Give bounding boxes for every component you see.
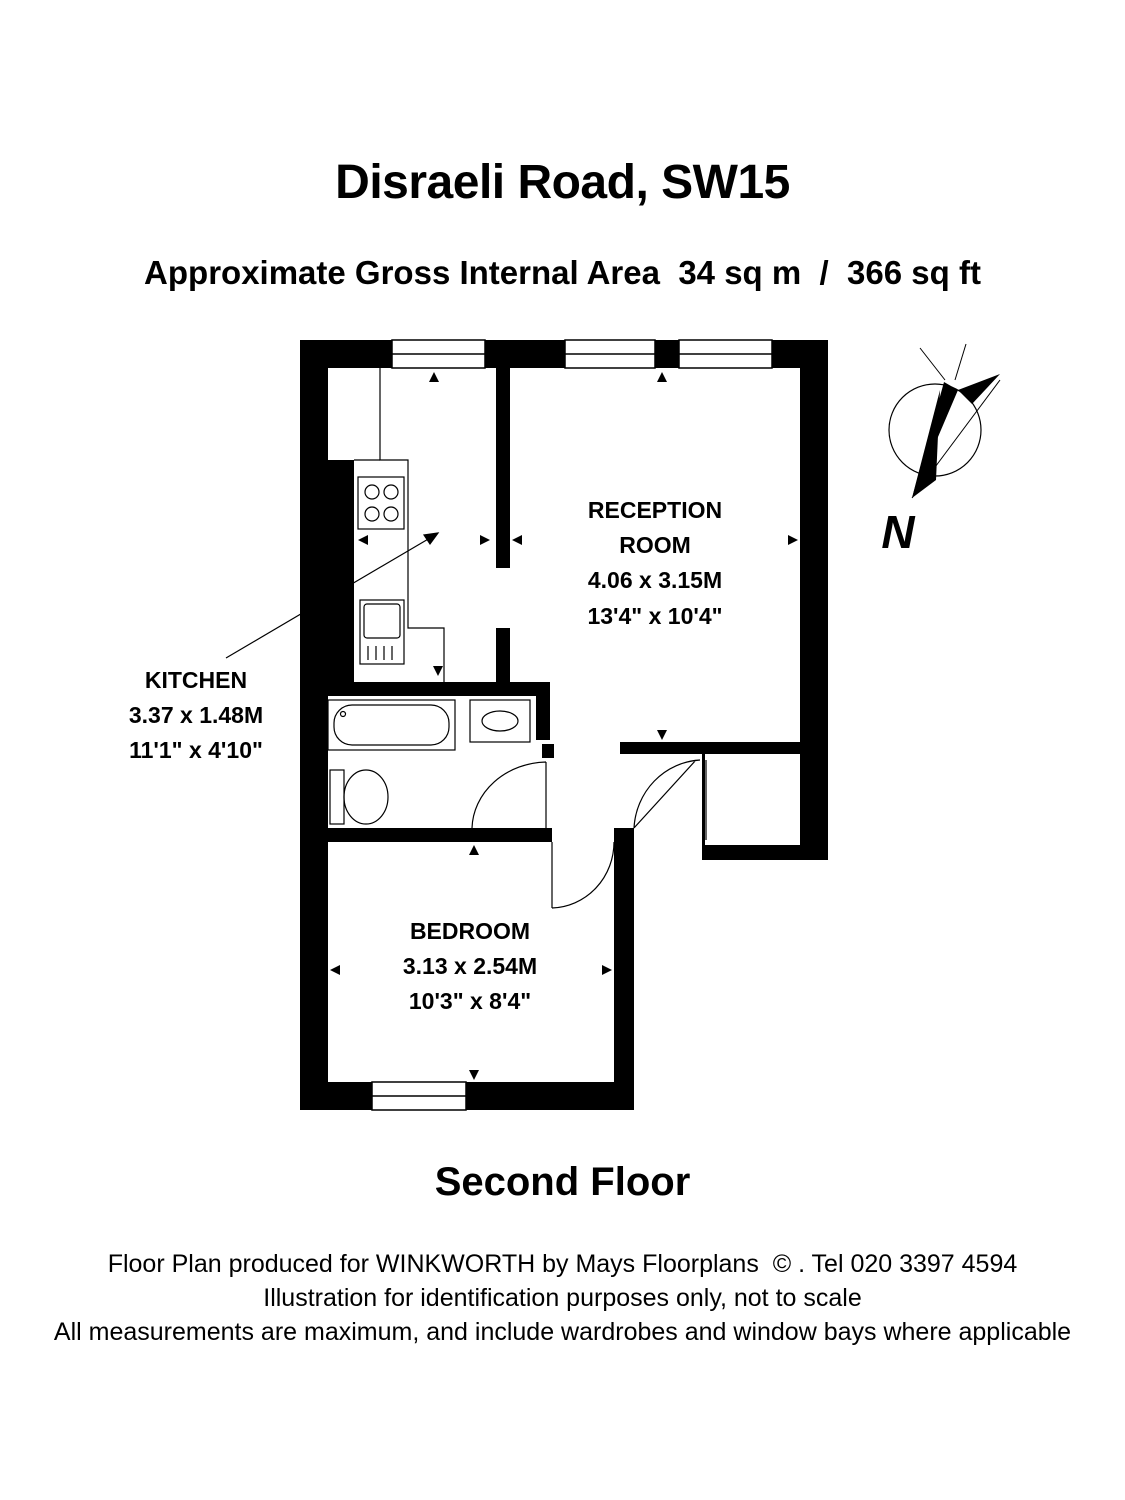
outer-walls [300, 340, 828, 1110]
measurement-arrows [330, 372, 798, 1080]
kitchen-worktop [354, 368, 444, 682]
internal-walls [328, 368, 828, 846]
reception-room-name: RECEPTION [587, 497, 723, 523]
plan-title: Disraeli Road, SW15 [335, 156, 790, 209]
reception-room-metric: 4.06 x 3.15M [587, 567, 723, 593]
bathroom-fixtures [328, 700, 530, 824]
footer-line-3: All measurements are maximum, and include wardrobes and window bays where applicable [53, 1318, 1072, 1346]
compass-north-label: N [881, 506, 915, 558]
reception-room-imperial: 13'4" x 10'4" [587, 603, 723, 629]
kitchen-metric: 3.37 x 1.48M [128, 702, 264, 728]
footer [0, 1247, 1125, 1349]
bedroom-imperial: 10'3" x 8'4" [408, 988, 532, 1014]
kitchen-name: KITCHEN [144, 667, 248, 693]
footer-line-2: Illustration for identification purposes only, not to scale [263, 1284, 862, 1312]
kitchen-imperial: 11'1" x 4'10" [129, 737, 263, 763]
bedroom-metric: 3.13 x 2.54M [402, 953, 538, 979]
reception-room-name-2: ROOM [619, 532, 691, 558]
compass-icon [881, 344, 1000, 558]
footer-line-1: Floor Plan produced for WINKWORTH by Mays Floorplans © . Tel 020 3397 4594 [107, 1250, 1018, 1278]
bedroom-name: BEDROOM [409, 918, 531, 944]
gross-internal-area: Approximate Gross Internal Area 34 sq m / 366 sq ft [144, 254, 981, 291]
floor-name: Second Floor [434, 1160, 691, 1204]
